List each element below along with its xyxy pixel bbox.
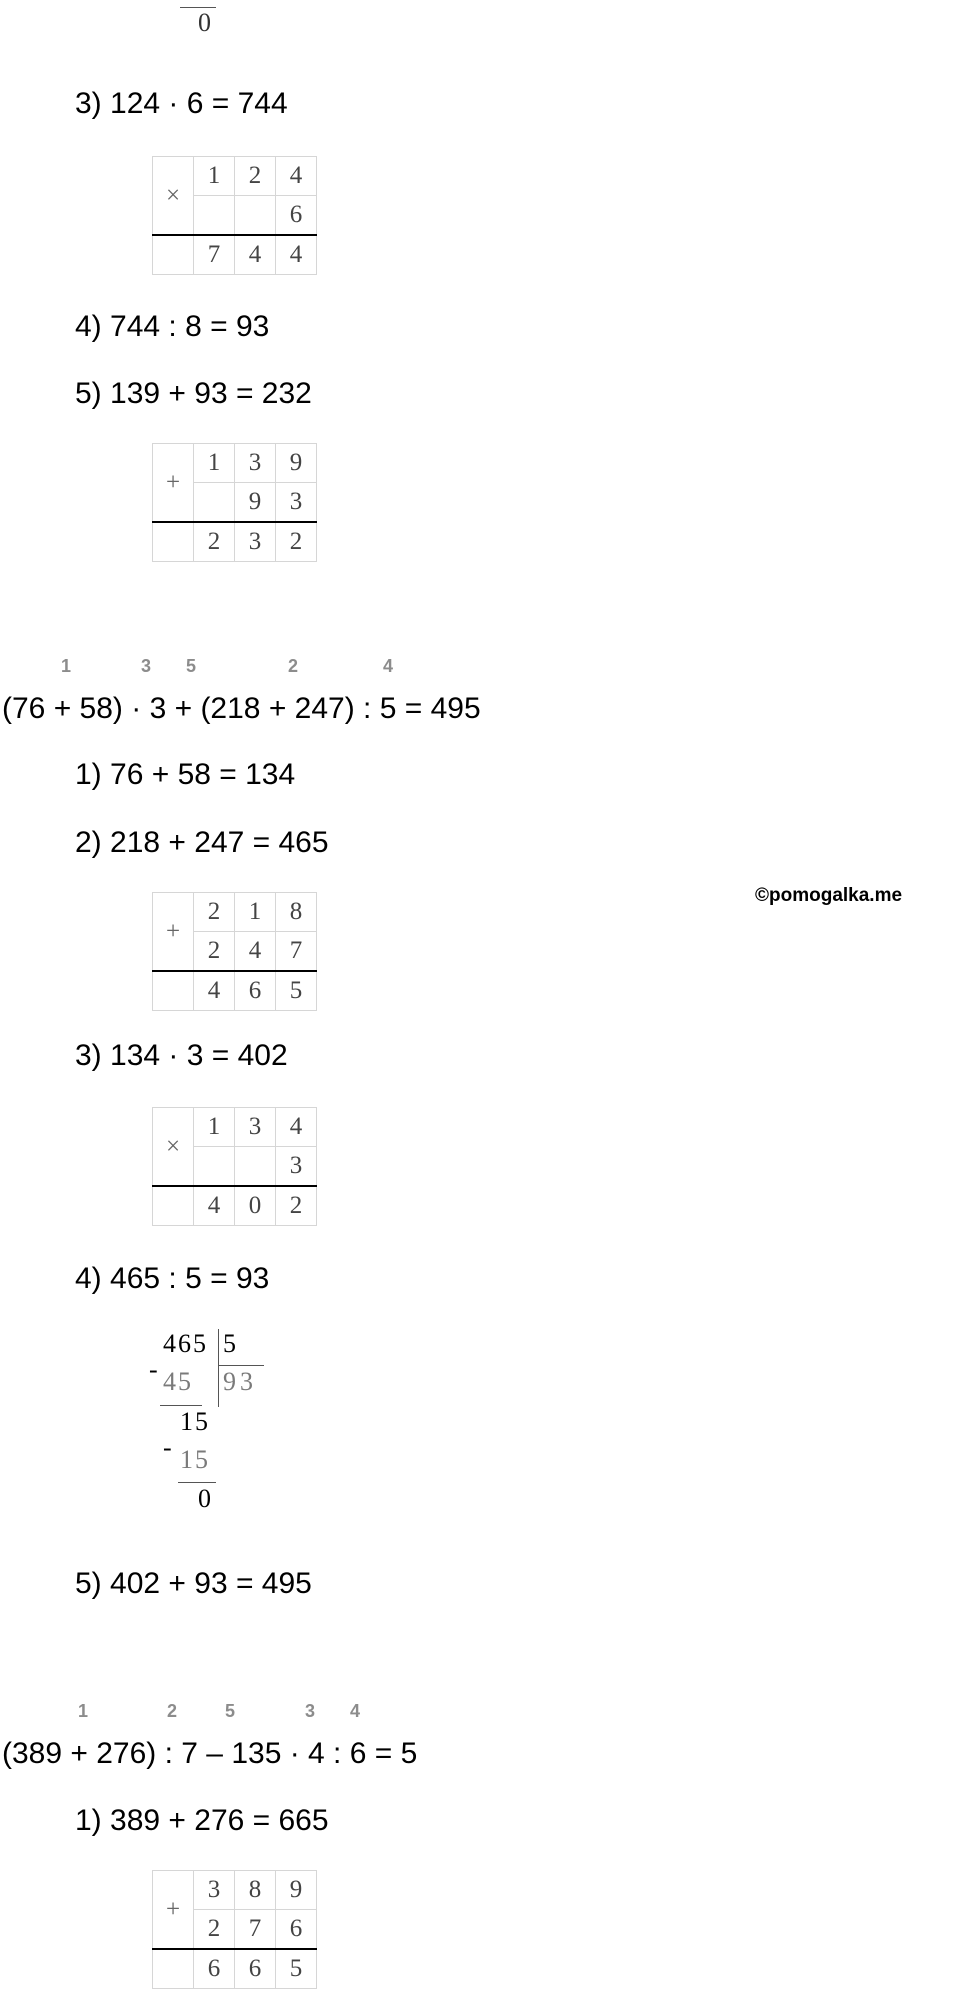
order-number: 1 — [78, 1701, 89, 1721]
digit: 3 — [194, 1871, 235, 1910]
b2-multiplication-column — [152, 1107, 317, 1226]
empty-cell — [153, 1186, 194, 1226]
result-digit: 4 — [276, 235, 317, 275]
digit: 2 — [194, 1910, 235, 1950]
empty-cell — [153, 522, 194, 562]
digit: 8 — [235, 1871, 276, 1910]
b1-step5: 5) 139 + 93 = 232 — [75, 377, 312, 410]
long-division — [145, 1325, 285, 1515]
empty-cell — [153, 235, 194, 275]
subtraction-line-1 — [160, 1405, 202, 1406]
digit — [194, 1147, 235, 1187]
minus-sign: - — [163, 1433, 172, 1462]
order-number: 2 — [288, 656, 299, 676]
result-digit: 2 — [276, 1186, 317, 1226]
b3-addition-column — [152, 1870, 317, 1989]
b2-step1: 1) 76 + 58 = 134 — [75, 758, 296, 791]
empty-cell — [153, 971, 194, 1011]
digit: 3 — [276, 1147, 317, 1187]
order-number: 4 — [350, 1701, 361, 1721]
digit: 8 — [276, 893, 317, 932]
b3-step1: 1) 389 + 276 = 665 — [75, 1804, 329, 1837]
plus-sign: + — [153, 893, 194, 972]
digit: 2 — [194, 893, 235, 932]
result-digit: 6 — [235, 971, 276, 1011]
digit: 7 — [276, 932, 317, 972]
order-number: 5 — [225, 1701, 236, 1721]
b3-expression: (389 + 276) : 7 – 135 · 4 : 6 = 5 — [2, 1737, 418, 1770]
order-number: 3 — [305, 1701, 316, 1721]
digit: 1 — [194, 157, 235, 196]
b1-addition-column — [152, 443, 317, 562]
result-digit: 4 — [194, 1186, 235, 1226]
divisor: 5 — [223, 1329, 236, 1358]
b1-step3: 3) 124 · 6 = 744 — [75, 87, 288, 120]
digit — [194, 483, 235, 523]
order-number: 2 — [167, 1701, 178, 1721]
order-number: 3 — [141, 656, 152, 676]
digit: 7 — [235, 1910, 276, 1950]
subtrahend-1: 45 — [163, 1367, 193, 1396]
result-digit: 6 — [194, 1949, 235, 1989]
empty-cell — [153, 1949, 194, 1989]
digit — [194, 196, 235, 236]
b2-step5: 5) 402 + 93 = 495 — [75, 1567, 312, 1600]
digit: 4 — [276, 1108, 317, 1147]
order-number: 1 — [61, 656, 72, 676]
multiply-sign: × — [153, 157, 194, 236]
division-bracket-horizontal — [218, 1365, 264, 1366]
digit: 1 — [194, 1108, 235, 1147]
result-digit: 4 — [235, 235, 276, 275]
plus-sign: + — [153, 1871, 194, 1950]
digit: 9 — [276, 1871, 317, 1910]
result-digit: 7 — [194, 235, 235, 275]
plus-sign: + — [153, 444, 194, 523]
digit: 1 — [194, 444, 235, 483]
digit: 2 — [235, 157, 276, 196]
quotient: 93 — [223, 1367, 257, 1396]
b2-step3: 3) 134 · 3 = 402 — [75, 1039, 288, 1072]
watermark: ©pomogalka.me — [755, 885, 903, 906]
b1-step4: 4) 744 : 8 = 93 — [75, 310, 270, 343]
digit: 4 — [276, 157, 317, 196]
digit: 2 — [194, 932, 235, 972]
result-digit: 6 — [235, 1949, 276, 1989]
order-number: 5 — [186, 656, 197, 676]
top-division-remainder: 0 — [198, 8, 211, 37]
result-digit: 2 — [194, 522, 235, 562]
result-digit: 2 — [276, 522, 317, 562]
result-digit: 4 — [194, 971, 235, 1011]
order-number: 4 — [383, 656, 394, 676]
dividend: 465 — [163, 1329, 208, 1358]
digit: 9 — [276, 444, 317, 483]
subtrahend-2: 15 — [180, 1445, 210, 1474]
b2-expression: (76 + 58) · 3 + (218 + 247) : 5 = 495 — [2, 692, 481, 725]
remainder-2: 0 — [198, 1484, 211, 1513]
digit: 1 — [235, 893, 276, 932]
digit: 6 — [276, 196, 317, 236]
digit — [235, 196, 276, 236]
b2-step2: 2) 218 + 247 = 465 — [75, 826, 329, 859]
multiply-sign: × — [153, 1108, 194, 1187]
b1-multiplication-column — [152, 156, 317, 275]
minus-sign: - — [149, 1355, 158, 1384]
b2-step4: 4) 465 : 5 = 93 — [75, 1262, 270, 1295]
digit: 3 — [276, 483, 317, 523]
digit — [235, 1147, 276, 1187]
division-bracket-vertical — [218, 1329, 219, 1407]
digit: 3 — [235, 1108, 276, 1147]
result-digit: 5 — [276, 971, 317, 1011]
result-digit: 3 — [235, 522, 276, 562]
subtraction-line-2 — [178, 1482, 216, 1483]
result-digit: 0 — [235, 1186, 276, 1226]
digit: 6 — [276, 1910, 317, 1950]
digit: 9 — [235, 483, 276, 523]
remainder-1: 15 — [180, 1407, 210, 1436]
b2-addition-column — [152, 892, 317, 1011]
digit: 4 — [235, 932, 276, 972]
result-digit: 5 — [276, 1949, 317, 1989]
digit: 3 — [235, 444, 276, 483]
